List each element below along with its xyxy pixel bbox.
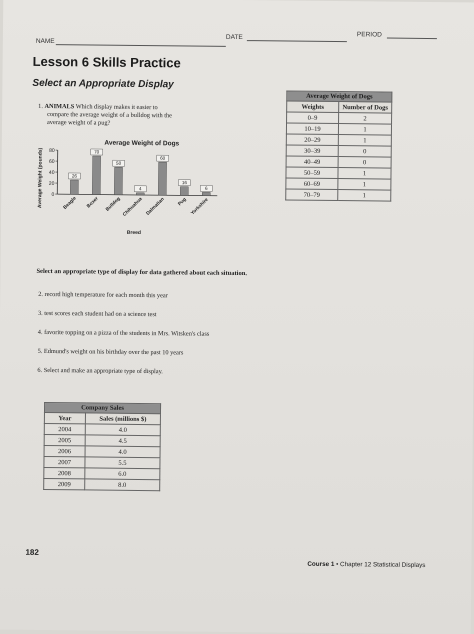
data-label: 26 — [72, 173, 78, 178]
data-label: 70 — [94, 149, 100, 154]
question-6: 6. Select and make an appropriate type of display. — [37, 367, 163, 375]
table-cell: 2 — [339, 113, 392, 125]
x-tick-label: Chihuahua — [122, 196, 144, 218]
table-cell: 50–59 — [286, 167, 338, 179]
data-label: 6 — [205, 186, 208, 191]
table-cell: 1 — [338, 124, 391, 136]
instructions: Select an appropriate type of display for data gathered about each situation. — [36, 268, 247, 277]
table-cell: 5.5 — [85, 457, 160, 469]
table-cell: 10–19 — [286, 123, 338, 135]
footer — [307, 561, 425, 569]
table-cell: 20–29 — [286, 134, 338, 146]
question-4: 4. favorite topping on a pizza of the students in Mrs. Witsken's class — [38, 329, 210, 338]
table-cell: 0–9 — [287, 112, 339, 124]
name-label: NAME — [36, 38, 55, 45]
data-label: 60 — [160, 156, 166, 161]
table-cell: 30–39 — [286, 145, 338, 157]
question-5: 5. Edmund's weight on his birthday over the past 10 years — [38, 348, 184, 357]
table-cell: 2007 — [44, 456, 85, 467]
footer-course: Course 1 — [307, 561, 334, 568]
q1-line3: average weight of a pug? — [47, 119, 110, 127]
table-cell: 4.0 — [85, 424, 160, 436]
dog-weight-table — [285, 91, 392, 202]
question-1 — [38, 103, 248, 129]
y-tick-label: 40 — [49, 170, 55, 176]
y-tick-label: 20 — [49, 181, 55, 187]
x-tick-label: Bulldog — [105, 196, 122, 213]
bar — [136, 193, 144, 195]
lesson-title: Lesson 6 Skills Practice — [33, 54, 181, 71]
table-cell: 40–49 — [286, 156, 338, 168]
bar — [202, 192, 210, 195]
sales-table-col-year: Year — [44, 412, 85, 423]
table-cell: 4.5 — [85, 435, 160, 447]
y-tick-label: 0 — [51, 192, 54, 198]
chart-xlabel: Breed — [127, 230, 141, 236]
dog-table-col-weights: Weights — [287, 101, 339, 113]
y-tick-label: 80 — [49, 148, 55, 154]
bar — [70, 180, 78, 194]
x-tick-label: Boxer — [86, 196, 100, 210]
table-cell: 2004 — [44, 423, 85, 434]
table-cell: 70–79 — [286, 189, 338, 201]
data-label: 16 — [182, 180, 188, 185]
q1-number: 1. — [38, 103, 43, 110]
dog-weight-bar-chart — [31, 136, 232, 248]
x-tick-label: Yorkshire — [190, 197, 210, 217]
table-cell: 2009 — [44, 478, 85, 489]
table-cell: 2005 — [44, 434, 85, 445]
question-2: 2. record high temperature for each month this year — [38, 291, 168, 299]
x-tick-label: Dalmatian — [145, 196, 166, 216]
date-label: DATE — [226, 34, 243, 41]
table-cell: 1 — [338, 135, 391, 147]
bars — [68, 149, 212, 196]
y-tick-label: 60 — [49, 159, 55, 165]
dog-table-caption: Average Weight of Dogs — [287, 91, 392, 102]
table-row — [44, 478, 160, 490]
bar — [158, 162, 166, 195]
table-cell: 6.0 — [85, 468, 160, 480]
bar — [114, 167, 122, 195]
bar — [180, 187, 188, 196]
date-line — [247, 40, 347, 42]
x-tick-label: Beagle — [62, 195, 78, 211]
table-cell: 1 — [338, 179, 391, 191]
table-cell: 1 — [338, 168, 391, 180]
period-label: PERIOD — [357, 31, 382, 38]
name-line — [56, 44, 226, 47]
table-cell: 0 — [338, 146, 391, 158]
page-number: 182 — [25, 548, 38, 557]
dog-table-col-count: Number of Dogs — [339, 102, 392, 114]
question-3: 3. test scores each student had on a science test — [38, 310, 157, 318]
lesson-subtitle: Select an Appropriate Display — [32, 78, 173, 90]
y-ticks — [49, 148, 58, 198]
footer-chapter: Chapter 12 Statistical Displays — [340, 561, 425, 569]
sales-table-col-sales: Sales (millions $) — [85, 413, 160, 425]
data-label: 4 — [139, 186, 142, 191]
chart-ylabel: Average Weight (pounds) — [37, 147, 44, 208]
bar — [92, 156, 100, 195]
sales-table-caption: Company Sales — [44, 402, 160, 413]
table-cell: 2008 — [44, 467, 85, 478]
period-line — [387, 38, 437, 40]
q1-line1: Which display makes it easier to — [76, 103, 158, 111]
table-cell: 8.0 — [85, 479, 160, 491]
q1-line2: compare the average weight of a bulldog with the — [47, 111, 172, 119]
x-tick-labels — [62, 195, 210, 219]
table-cell: 4.0 — [85, 446, 160, 458]
chart-title: Average Weight of Dogs — [104, 140, 179, 148]
company-sales-table — [43, 402, 161, 491]
data-label: 50 — [116, 161, 122, 166]
table-cell: 60–69 — [286, 178, 338, 190]
table-cell: 2006 — [44, 445, 85, 456]
q1-topic: ANIMALS — [44, 103, 74, 110]
table-cell: 1 — [338, 190, 391, 202]
table-row — [286, 189, 391, 201]
footer-sep: • — [334, 561, 340, 568]
table-cell: 0 — [338, 157, 391, 169]
x-tick-label: Pug — [177, 197, 188, 208]
